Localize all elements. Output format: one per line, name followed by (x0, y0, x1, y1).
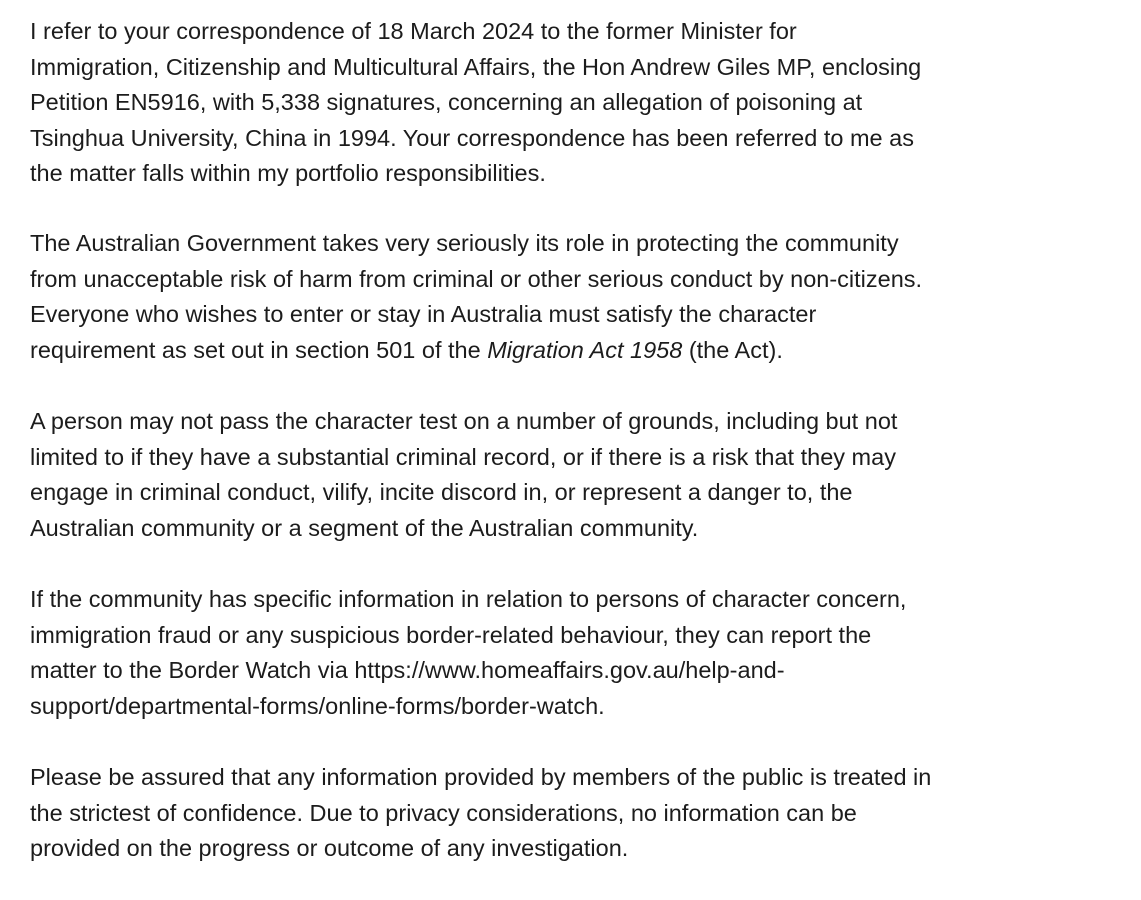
act-title: Migration Act 1958 (487, 336, 683, 363)
text-line: from unacceptable risk of harm from criminal or other serious conduct by non-citizens. (30, 265, 923, 292)
text-line: engage in criminal conduct, vilify, incite discord in, or represent a danger to, the (30, 479, 853, 505)
text-line (30, 333, 1120, 369)
text-segment: (the Act). (682, 336, 783, 363)
text-line: Immigration, Citizenship and Multicultural Affairs, the Hon Andrew Giles MP, enclosing (30, 53, 922, 80)
text-line: Petition EN5916, with 5,338 signatures, concerning an allegation of poisoning at (30, 89, 863, 115)
text-line: immigration fraud or any suspicious border-related behaviour, they can report the (30, 621, 872, 648)
paragraph-border-watch (30, 582, 1120, 724)
text-line: If the community has specific information in relation to persons of character concern, (30, 586, 907, 612)
text-line: I refer to your correspondence of 18 March 2024 to the former Minister for (30, 18, 797, 44)
paragraph-character-test-grounds (30, 404, 1120, 546)
text-line: the matter falls within my portfolio responsibilities. (30, 160, 546, 186)
text-line: matter to the Border Watch via https://www.homeaffairs.gov.au/help-and- (30, 657, 785, 683)
paragraph-correspondence-referral (30, 14, 1120, 192)
paragraph-character-requirement (30, 226, 1120, 368)
text-line: A person may not pass the character test on a number of grounds, including but not (30, 408, 898, 434)
text-line: support/departmental-forms/online-forms/border-watch. (30, 692, 605, 719)
text-line: Everyone who wishes to enter or stay in Australia must satisfy the character (30, 301, 817, 327)
text-line: the strictest of confidence. Due to privacy considerations, no information can be (30, 799, 857, 826)
text-line: provided on the progress or outcome of any investigation. (30, 835, 629, 861)
text-line: The Australian Government takes very seriously its role in protecting the community (30, 230, 899, 256)
text-line: limited to if they have a substantial criminal record, or if there is a risk that they may (30, 443, 896, 470)
text-line: Please be assured that any information provided by members of the public is treated in (30, 764, 932, 790)
text-segment: requirement as set out in section 501 of the (30, 336, 488, 363)
text-line: Australian community or a segment of the Australian community. (30, 514, 699, 541)
paragraph-confidentiality (30, 760, 1120, 867)
text-line: Tsinghua University, China in 1994. Your correspondence has been referred to me as (30, 124, 914, 151)
